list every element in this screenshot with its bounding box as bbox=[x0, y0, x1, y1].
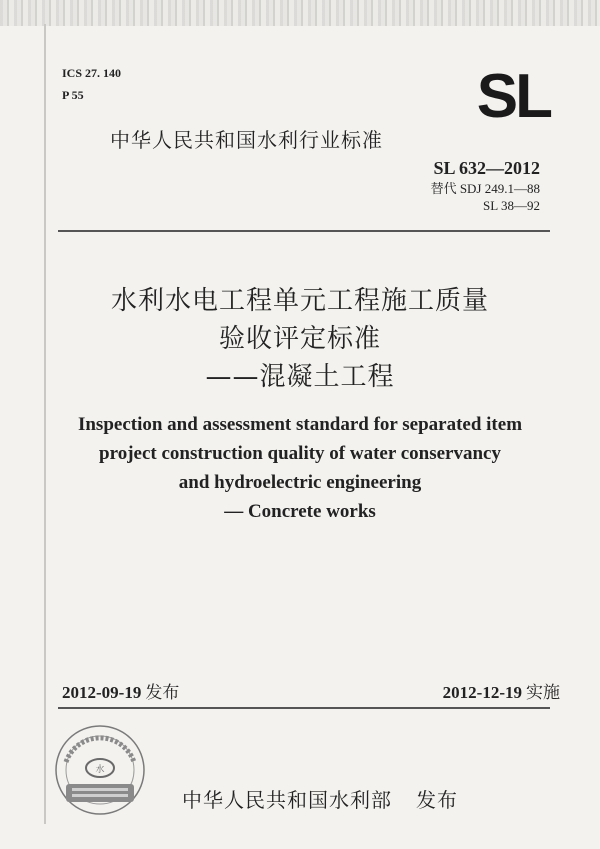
sl-logo-icon: SL bbox=[476, 62, 550, 131]
title-line: — Concrete works bbox=[224, 501, 376, 522]
title-line: Inspection and assessment standard for separated item bbox=[77, 414, 523, 435]
implement-date-value: 2012-12-19 bbox=[442, 683, 522, 702]
scan-noise-band bbox=[0, 0, 600, 26]
english-title bbox=[0, 410, 600, 526]
svg-text:水: 水 bbox=[95, 765, 105, 775]
issue-date-value: 2012-09-19 bbox=[62, 683, 142, 702]
issue-date bbox=[62, 678, 179, 703]
replaces-block bbox=[431, 180, 540, 214]
title-line: ——混凝土工程 bbox=[205, 362, 395, 392]
title-line: project construction quality of water conservancy bbox=[99, 443, 501, 464]
publisher-action: 发布 bbox=[416, 788, 458, 812]
replaces-line: 替代 SDJ 249.1—88 bbox=[430, 181, 540, 196]
divider bbox=[58, 707, 550, 709]
chinese-title bbox=[0, 282, 600, 396]
title-line: 验收评定标准 bbox=[218, 324, 381, 354]
replaces-line: SL 38—92 bbox=[483, 198, 540, 213]
implement-label: 实施 bbox=[526, 683, 560, 703]
implement-date bbox=[443, 678, 560, 703]
title-line: 水利水电工程单元工程施工质量 bbox=[110, 286, 489, 316]
ics-code: ICS 27. 140 bbox=[62, 66, 122, 80]
divider bbox=[58, 230, 550, 232]
standard-number: SL 632—2012 bbox=[433, 158, 540, 178]
publisher-name: 中华人民共和国水利部 bbox=[182, 788, 392, 812]
publisher bbox=[182, 784, 458, 813]
classification-code: P 55 bbox=[62, 88, 84, 102]
issue-label: 发布 bbox=[145, 683, 180, 703]
anti-counterfeit-seal-icon bbox=[52, 722, 148, 818]
title-line: and hydroelectric engineering bbox=[178, 472, 422, 493]
standard-category: 中华人民共和国水利行业标准 bbox=[110, 128, 383, 152]
